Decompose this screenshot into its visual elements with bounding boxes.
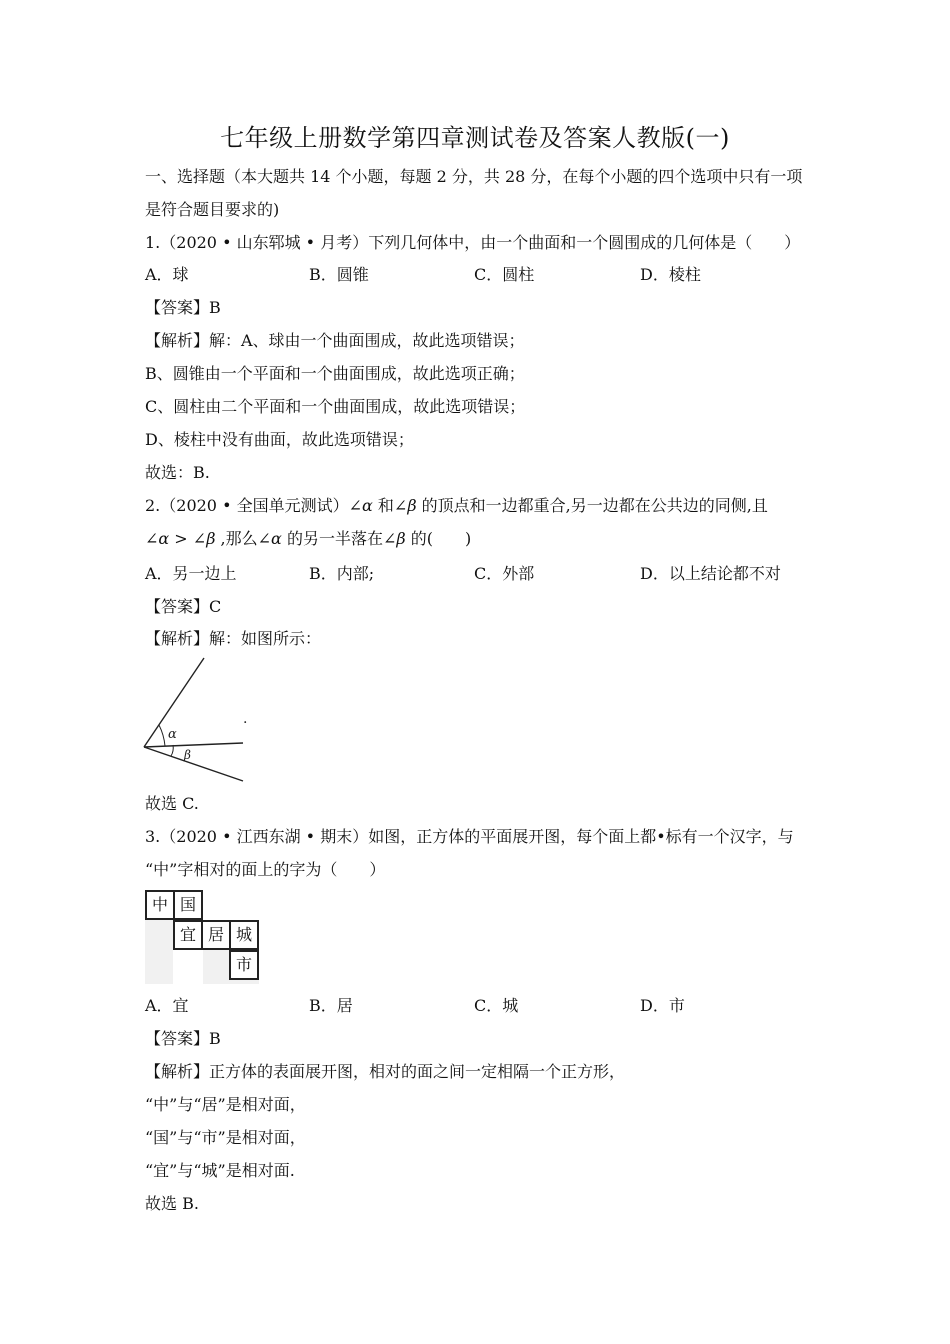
net-background [145, 918, 173, 984]
q1-analysis-line-1: 【解析】解：A、球由一个曲面围成，故此选项错误； [145, 331, 525, 350]
net-face-guo: 国 [173, 890, 203, 920]
q2-option-a: A．另一边上 [145, 564, 237, 583]
q2-answer: 【答案】C [145, 597, 222, 616]
q1-analysis-line-4: D、棱柱中没有曲面，故此选项错误； [145, 430, 414, 449]
q1-conclusion: 故选：B. [145, 463, 210, 482]
q2-and: 和 [372, 496, 394, 515]
q2-inequality: ∠α > ∠β [145, 529, 216, 548]
q3-analysis-line-2: “中”与“居”是相对面， [145, 1095, 306, 1114]
q2-conclusion: 故选 C. [145, 794, 199, 813]
q1-option-d: D．棱柱 [640, 265, 701, 284]
q1-option-a: A．球 [145, 265, 189, 284]
q2-option-c: C．外部 [474, 564, 535, 583]
q2-analysis: 【解析】解：如图所示： [145, 629, 322, 648]
q2-option-d: D．以上结论都不对 [640, 564, 781, 583]
q3-conclusion: 故选 B. [145, 1194, 199, 1213]
q3-option-a: A．宜 [145, 996, 189, 1015]
q3-stem-line-2: “中”字相对的面上的字为（ ） [145, 860, 386, 879]
q2-stem-suffix: 的顶点和一边都重合,另一边都在公共边的同侧,且 [416, 496, 768, 515]
section-heading-line-2: 是符合题目要求的) [145, 200, 280, 219]
net-face-zhong: 中 [145, 890, 175, 920]
net-face-yi: 宜 [173, 920, 203, 950]
q2-stem-prefix: 2.（2020 • 全国单元测试） [145, 496, 349, 515]
q3-option-c: C．城 [474, 996, 519, 1015]
q1-option-b: B．圆锥 [309, 265, 369, 284]
alpha-label: α [168, 727, 177, 742]
q2-angle-alpha: ∠α [348, 496, 373, 515]
q2-angle-beta-2: ∠β [382, 529, 406, 548]
ray-middle [144, 743, 243, 747]
beta-arc [171, 745, 173, 756]
figure-dot: . [243, 711, 248, 727]
cube-net-figure [145, 888, 260, 984]
q3-analysis-line-3: “国”与“市”是相对面， [145, 1128, 306, 1147]
net-face-cheng: 城 [229, 920, 259, 950]
q1-analysis-line-2: B、圆锥由一个平面和一个曲面围成，故此选项正确； [145, 364, 525, 383]
q3-option-b: B．居 [309, 996, 353, 1015]
q3-analysis-line-1: 【解析】正方体的表面展开图，相对的面之间一定相隔一个正方形， [145, 1062, 626, 1081]
q3-stem-line-1: 3.（2020 • 江西东湖 • 期末）如图，正方体的平面展开图，每个面上都•标有一个汉字，与 [145, 827, 794, 846]
q3-answer: 【答案】B [145, 1029, 221, 1048]
q3-analysis-line-4: “宜”与“城”是相对面. [145, 1161, 295, 1180]
angle-figure [140, 655, 260, 785]
q1-option-c: C．圆柱 [474, 265, 535, 284]
q2-stem-mid-1: ,那么 [215, 529, 258, 548]
q3-option-d: D．市 [640, 996, 685, 1015]
alpha-arc [159, 725, 165, 746]
q2-stem-line-2 [145, 529, 471, 549]
document-title: 七年级上册数学第四章测试卷及答案人教版(一) [220, 124, 730, 152]
q2-stem-line-1 [145, 496, 768, 516]
q1-analysis-line-3: C、圆柱由二个平面和一个曲面围成，故此选项错误； [145, 397, 526, 416]
q2-angle-beta: ∠β [393, 496, 417, 515]
q1-stem: 1.（2020 • 山东郓城 • 月考）下列几何体中，由一个曲面和一个圆围成的几何体是（ ） [145, 233, 801, 252]
net-face-ju: 居 [201, 920, 231, 950]
q1-answer: 【答案】B [145, 298, 221, 317]
q2-angle-alpha-2: ∠α [257, 529, 282, 548]
ray-bottom [144, 747, 243, 781]
q2-stem-mid-2: 的另一半落在 [281, 529, 383, 548]
net-face-shi: 市 [229, 950, 259, 980]
q2-option-b: B．内部; [309, 564, 375, 583]
q2-stem-end: 的( ) [405, 529, 472, 548]
section-heading-line-1: 一、选择题（本大题共 14 个小题，每题 2 分，共 28 分，在每个小题的四个选项中只有一项 [145, 167, 803, 186]
beta-label: β [184, 748, 191, 762]
